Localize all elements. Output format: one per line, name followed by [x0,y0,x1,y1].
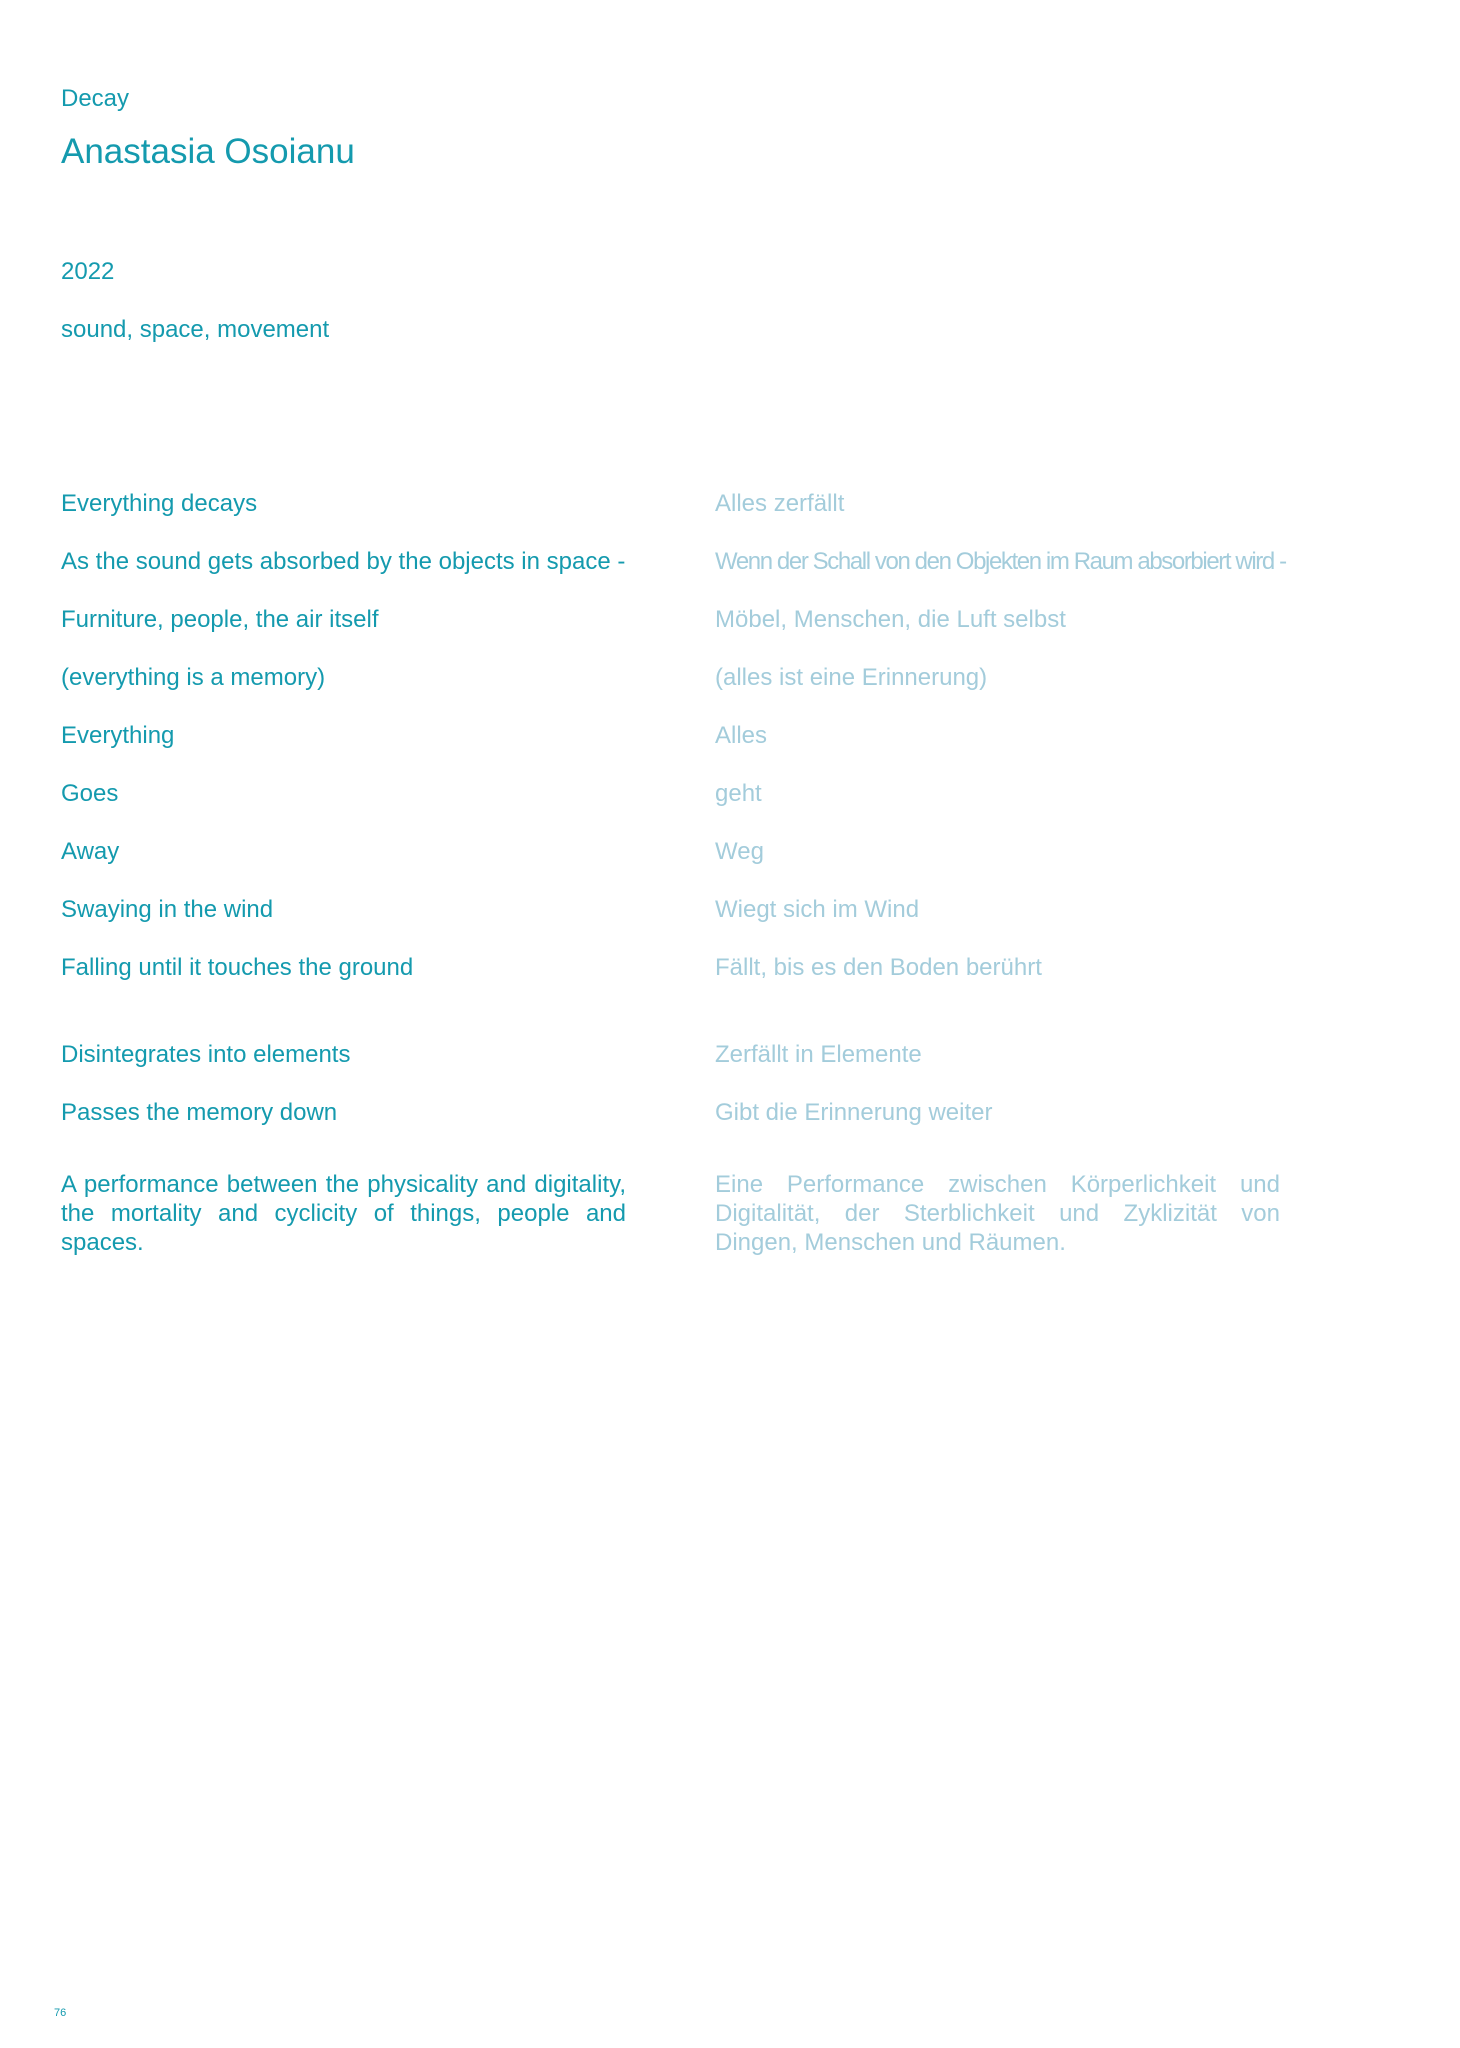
work-title: Decay [61,85,130,112]
poem-line-de: (alles ist eine Erinnerung) [715,664,988,691]
german-column [715,489,1286,1257]
poem-line-en: Everything [61,722,175,749]
poem-line-en: As the sound gets absorbed by the objects in space - [61,548,626,575]
poem-line-de: Möbel, Menschen, die Luft selbst [715,606,1066,633]
poem-line-en: Swaying in the wind [61,896,274,923]
page-number: 76 [54,2007,67,2019]
poem-line-en: Away [61,838,120,865]
work-media: sound, space, movement [61,316,330,343]
poem-line-en: Passes the memory down [61,1099,338,1126]
poem-line-de: Fällt, bis es den Boden berührt [715,954,1042,981]
poem-line-en: Goes [61,780,119,807]
poem-line-de: Gibt die Erinnerung weiter [715,1099,993,1126]
description-en: A performance between the physicality and digitality, the mortality and cyclicity of things, people and spaces. [61,1171,626,1256]
poem-line-de: Alles [715,722,768,749]
poem-line-en: Everything decays [61,490,258,517]
description-de: Eine Performance zwischen Körperlichkeit und Digitalität, der Sterblichkeit und Zyklizität von Dingen, Menschen und Räumen. [715,1171,1280,1256]
poem-line-de: geht [715,780,762,807]
work-year: 2022 [61,258,115,285]
stanza-spacer [715,1011,1280,1040]
poem-line-de: Wenn der Schall von den Objekten im Raum absorbiert wird - [715,548,1286,575]
artist-name: Anastasia Osoianu [61,132,355,171]
poem-line-en: Disintegrates into elements [61,1041,351,1068]
poem-line-de: Wiegt sich im Wind [715,896,920,923]
poem-line-de: Zerfällt in Elemente [715,1041,922,1068]
poem-line-de: Alles zerfällt [715,490,845,517]
stanza-spacer [61,1011,626,1040]
poem-line-en: Falling until it touches the ground [61,954,414,981]
poem-line-en: (everything is a memory) [61,664,326,691]
poem-line-de: Weg [715,838,764,865]
english-column [61,489,626,1257]
poem-line-en: Furniture, people, the air itself [61,606,379,633]
